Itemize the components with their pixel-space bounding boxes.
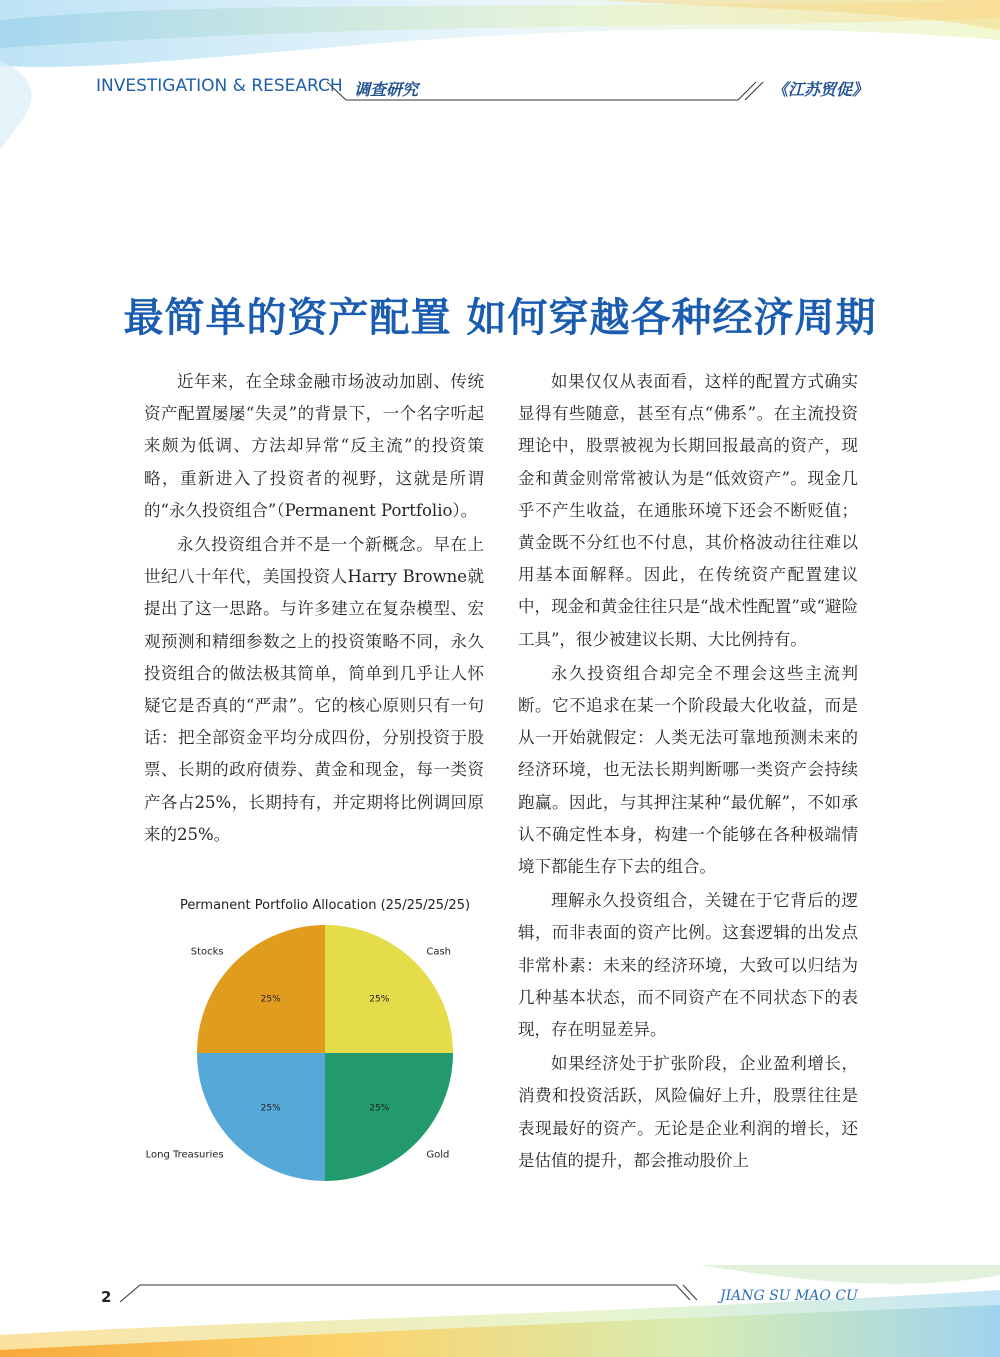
footer-magazine-name: JIANG SU MAO CU	[720, 1288, 858, 1304]
header-section-cn: 调查研究	[354, 80, 419, 99]
left-column	[144, 366, 484, 853]
right-column	[518, 366, 858, 1179]
pie-value-label: 25%	[260, 994, 281, 1005]
article-title: 最简单的资产配置 如何穿越各种经济周期	[123, 295, 877, 341]
pie-value-label: 25%	[369, 994, 390, 1005]
pie-category-label: Long Treasuries	[145, 1149, 224, 1161]
magazine-name: 《江苏贸促》	[772, 80, 869, 99]
pie-value-label: 25%	[260, 1103, 281, 1114]
paragraph: 如果仅仅从表面看，这样的配置方式确实显得有些随意，甚至有点“佛系”。在主流投资理论中，股票被视为长期回报最高的资产，现金和黄金则常常被认为是“低效资产”。现金几乎不产生收益，在通胀环境下还会不断贬值；黄金既不分红也不付息，其价格波动往往难以用基本面解释。因此，在传统资产配置建议中，现金和黄金往往只是“战术性配置”或“避险工具”，很少被建议长期、大比例持有。	[518, 372, 858, 649]
paragraph: 如果经济处于扩张阶段，企业盈利增长，消费和投资活跃，风险偏好上升，股票往往是表现最好的资产。无论是企业利润的增长，还是估值的提升，都会推动股价上	[518, 1054, 858, 1170]
pie-slice-stocks	[197, 925, 325, 1053]
pie-category-label: Gold	[426, 1149, 450, 1161]
paragraph: 永久投资组合却完全不理会这些主流判断。它不追求在某一个阶段最大化收益，而是从一开始就假定：人类无法可靠地预测未来的经济环境，也无法长期判断哪一类资产会持续跑赢。因此，与其押注某种“最优解”，不如承认不确定性本身，构建一个能够在各种极端情境下都能生存下去的组合。	[518, 663, 858, 877]
pie-category-label: Stocks	[190, 946, 224, 958]
chart-title: Permanent Portfolio Allocation (25/25/25/25)	[179, 898, 471, 913]
pie-slice-gold	[325, 1053, 453, 1181]
pie-category-label: Cash	[426, 946, 452, 958]
paragraph: 近年来，在全球金融市场波动加剧、传统资产配置屡屡“失灵”的背景下，一个名字听起来颇为低调、方法却异常“反主流”的投资策略，重新进入了投资者的视野，这就是所谓的“永久投资组合”（Permanent Portfolio）。	[144, 372, 484, 520]
paragraph: 永久投资组合并不是一个新概念。早在上世纪八十年代，美国投资人Harry Browne就提出了这一思路。与许多建立在复杂模型、宏观预测和精细参数之上的投资策略不同，永久投资组合的做法极其简单，简单到几乎让人怀疑它是否真的“严肃”。它的核心原则只有一句话：把全部资金平均分成四份，分别投资于股票、长期的政府债券、黄金和现金，每一类资产各占25%，长期持有，并定期将比例调回原来的25%。	[144, 535, 484, 844]
allocation-pie-chart	[140, 890, 490, 1190]
page-number: 2	[101, 1288, 112, 1306]
pie-slice-cash	[325, 925, 453, 1053]
pie-value-label: 25%	[369, 1103, 390, 1114]
paragraph: 理解永久投资组合，关键在于它背后的逻辑，而非表面的资产比例。这套逻辑的出发点非常朴素：未来的经济环境，大致可以归结为几种基本状态，而不同资产在不同状态下的表现，存在明显差异。	[518, 891, 858, 1040]
pie-slice-long-treasuries	[197, 1053, 325, 1181]
footer-wave-background	[0, 1265, 1000, 1357]
header-section-en: INVESTIGATION & RESEARCH	[96, 76, 343, 96]
